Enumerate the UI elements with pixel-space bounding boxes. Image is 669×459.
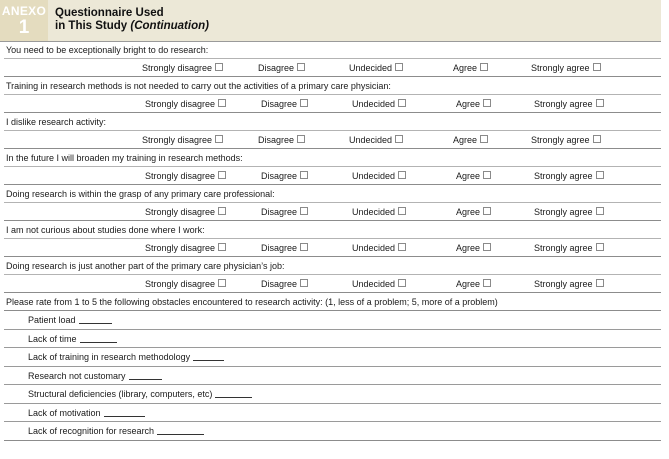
answer-option-label: Undecided xyxy=(352,279,396,289)
answer-option-label: Strongly agree xyxy=(531,63,590,73)
answer-option-label: Disagree xyxy=(261,99,298,109)
answer-option[interactable] xyxy=(145,170,226,182)
answer-option[interactable] xyxy=(349,62,403,74)
rating-blank[interactable] xyxy=(80,333,117,343)
obstacle-item xyxy=(4,422,661,441)
answer-option-label: Undecided xyxy=(349,135,393,145)
answer-option[interactable] xyxy=(349,134,403,146)
annex-title-continuation: (Continuation) xyxy=(130,20,209,32)
answer-option-label: Undecided xyxy=(349,63,393,73)
obstacle-label: Lack of motivation xyxy=(28,407,101,418)
question-text: I dislike research activity: xyxy=(4,113,661,131)
answer-options-row xyxy=(4,167,661,185)
checkbox[interactable] xyxy=(300,279,308,287)
question-text: Doing research is within the grasp of any primary care professional: xyxy=(4,185,661,203)
checkbox[interactable] xyxy=(215,63,223,71)
answer-option[interactable] xyxy=(456,242,491,254)
answer-option-label: Agree xyxy=(456,279,481,289)
answer-option[interactable] xyxy=(534,98,604,110)
obstacle-item xyxy=(4,311,661,330)
answer-option-label: Strongly disagree xyxy=(145,207,216,217)
answer-option[interactable] xyxy=(261,98,308,110)
answer-option-label: Strongly disagree xyxy=(142,135,213,145)
answer-option-label: Disagree xyxy=(261,171,298,181)
checkbox[interactable] xyxy=(215,135,223,143)
answer-option-label: Strongly agree xyxy=(534,243,593,253)
answer-option-label: Undecided xyxy=(352,243,396,253)
checkbox[interactable] xyxy=(300,207,308,215)
answer-option[interactable] xyxy=(145,278,226,290)
checkbox[interactable] xyxy=(596,171,604,179)
answer-option[interactable] xyxy=(456,206,491,218)
answer-option[interactable] xyxy=(352,278,406,290)
answer-option-label: Disagree xyxy=(261,243,298,253)
answer-option-label: Strongly disagree xyxy=(142,63,213,73)
obstacle-label: Lack of training in research methodology xyxy=(28,352,191,362)
checkbox[interactable] xyxy=(398,279,406,287)
checkbox[interactable] xyxy=(395,63,403,71)
answer-option-label: Strongly disagree xyxy=(145,243,216,253)
answer-option[interactable] xyxy=(145,98,226,110)
answer-option[interactable] xyxy=(456,98,491,110)
answer-option-label: Agree xyxy=(456,171,481,181)
answer-option-label: Agree xyxy=(456,99,481,109)
answer-option-label: Undecided xyxy=(352,99,396,109)
answer-option-label: Agree xyxy=(456,207,481,217)
answer-option[interactable] xyxy=(352,98,406,110)
obstacle-label: Research not customary xyxy=(28,370,126,381)
checkbox[interactable] xyxy=(398,171,406,179)
obstacles-prompt: Please rate from 1 to 5 the following obstacles encountered to research activity: (1, less of a problem; 5, more of a problem) xyxy=(4,293,661,311)
question-text: You need to be exceptionally bright to do research: xyxy=(4,41,661,59)
answer-option[interactable] xyxy=(534,170,604,182)
obstacle-item xyxy=(4,348,661,367)
obstacle-item xyxy=(4,385,661,404)
checkbox[interactable] xyxy=(483,171,491,179)
question-text: Training in research methods is not needed to carry out the activities of a primary care physician: xyxy=(4,77,661,95)
rating-blank[interactable] xyxy=(193,351,224,361)
checkbox[interactable] xyxy=(596,279,604,287)
checkbox[interactable] xyxy=(300,171,308,179)
answer-option[interactable] xyxy=(456,278,491,290)
answer-option[interactable] xyxy=(352,206,406,218)
checkbox[interactable] xyxy=(480,135,488,143)
answer-option[interactable] xyxy=(534,206,604,218)
obstacle-label: Structural deficiencies (library, computers, etc) xyxy=(28,389,213,399)
answer-options-row xyxy=(4,95,661,113)
answer-option[interactable] xyxy=(456,170,491,182)
checkbox[interactable] xyxy=(398,99,406,107)
answer-option-label: Agree xyxy=(453,63,478,73)
checkbox[interactable] xyxy=(300,99,308,107)
questionnaire-body xyxy=(4,41,661,441)
answer-option-label: Disagree xyxy=(261,207,298,217)
checkbox[interactable] xyxy=(297,63,305,71)
answer-option-label: Strongly agree xyxy=(531,135,590,145)
checkbox[interactable] xyxy=(395,135,403,143)
checkbox[interactable] xyxy=(300,243,308,251)
checkbox[interactable] xyxy=(398,207,406,215)
checkbox[interactable] xyxy=(218,207,226,215)
rating-blank[interactable] xyxy=(215,388,252,398)
annex-title-line2 xyxy=(55,20,661,33)
annex-title xyxy=(48,0,661,41)
checkbox[interactable] xyxy=(483,243,491,251)
answer-option[interactable] xyxy=(261,278,308,290)
answer-option-label: Agree xyxy=(456,243,481,253)
rating-blank[interactable] xyxy=(129,370,162,380)
answer-option[interactable] xyxy=(534,242,604,254)
annex-badge xyxy=(0,0,48,41)
answer-option-label: Disagree xyxy=(261,279,298,289)
answer-option[interactable] xyxy=(453,134,488,146)
answer-option-label: Undecided xyxy=(352,171,396,181)
answer-option[interactable] xyxy=(258,134,305,146)
answer-option[interactable] xyxy=(531,134,601,146)
answer-option-label: Disagree xyxy=(258,63,295,73)
answer-option-label: Disagree xyxy=(258,135,295,145)
answer-option-label: Agree xyxy=(453,135,478,145)
answer-option-label: Strongly agree xyxy=(534,207,593,217)
answer-option-label: Strongly disagree xyxy=(145,99,216,109)
obstacle-label: Lack of recognition for research xyxy=(28,426,155,436)
checkbox[interactable] xyxy=(218,99,226,107)
checkbox[interactable] xyxy=(218,279,226,287)
answer-option-label: Strongly disagree xyxy=(145,171,216,181)
checkbox[interactable] xyxy=(480,63,488,71)
annex-header xyxy=(0,0,661,42)
answer-option[interactable] xyxy=(453,62,488,74)
checkbox[interactable] xyxy=(398,243,406,251)
answer-options-row xyxy=(4,131,661,149)
answer-option-label: Strongly agree xyxy=(534,279,593,289)
answer-option[interactable] xyxy=(352,170,406,182)
answer-option[interactable] xyxy=(142,134,223,146)
answer-option[interactable] xyxy=(261,242,308,254)
answer-option[interactable] xyxy=(261,170,308,182)
question-text: Doing research is just another part of the primary care physician’s job: xyxy=(4,257,661,275)
rating-blank[interactable] xyxy=(79,314,112,324)
answer-options-row xyxy=(4,275,661,293)
checkbox[interactable] xyxy=(483,99,491,107)
answer-option-label: Strongly disagree xyxy=(145,279,216,289)
answer-option[interactable] xyxy=(261,206,308,218)
answer-option[interactable] xyxy=(145,206,226,218)
rating-blank[interactable] xyxy=(157,425,204,435)
question-text: In the future I will broaden my training in research methods: xyxy=(4,149,661,167)
checkbox[interactable] xyxy=(596,243,604,251)
answer-options-row xyxy=(4,59,661,77)
checkbox[interactable] xyxy=(218,171,226,179)
answer-option-label: Undecided xyxy=(352,207,396,217)
answer-options-row xyxy=(4,239,661,257)
obstacle-item xyxy=(4,330,661,349)
answer-option-label: Strongly agree xyxy=(534,171,593,181)
obstacle-label: Lack of time xyxy=(28,333,77,344)
question-text: I am not curious about studies done where I work: xyxy=(4,221,661,239)
checkbox[interactable] xyxy=(596,99,604,107)
checkbox[interactable] xyxy=(218,243,226,251)
checkbox[interactable] xyxy=(297,135,305,143)
checkbox[interactable] xyxy=(483,279,491,287)
answer-option[interactable] xyxy=(145,242,226,254)
answer-option[interactable] xyxy=(258,62,305,74)
annex-title-line2-text: in This Study xyxy=(55,20,131,32)
answer-option[interactable] xyxy=(352,242,406,254)
answer-option[interactable] xyxy=(142,62,223,74)
answer-option[interactable] xyxy=(531,62,601,74)
checkbox[interactable] xyxy=(593,135,601,143)
obstacle-item xyxy=(4,367,661,386)
checkbox[interactable] xyxy=(593,63,601,71)
checkbox[interactable] xyxy=(596,207,604,215)
answer-option-label: Strongly agree xyxy=(534,99,593,109)
obstacle-item xyxy=(4,404,661,423)
annex-label: ANEXO xyxy=(1,3,47,18)
rating-blank[interactable] xyxy=(104,407,145,417)
obstacle-label: Patient load xyxy=(28,315,76,325)
annex-number: 1 xyxy=(18,16,30,38)
answer-options-row xyxy=(4,203,661,221)
checkbox[interactable] xyxy=(483,207,491,215)
answer-option[interactable] xyxy=(534,278,604,290)
annex-title-line1: Questionnaire Used xyxy=(55,7,164,19)
